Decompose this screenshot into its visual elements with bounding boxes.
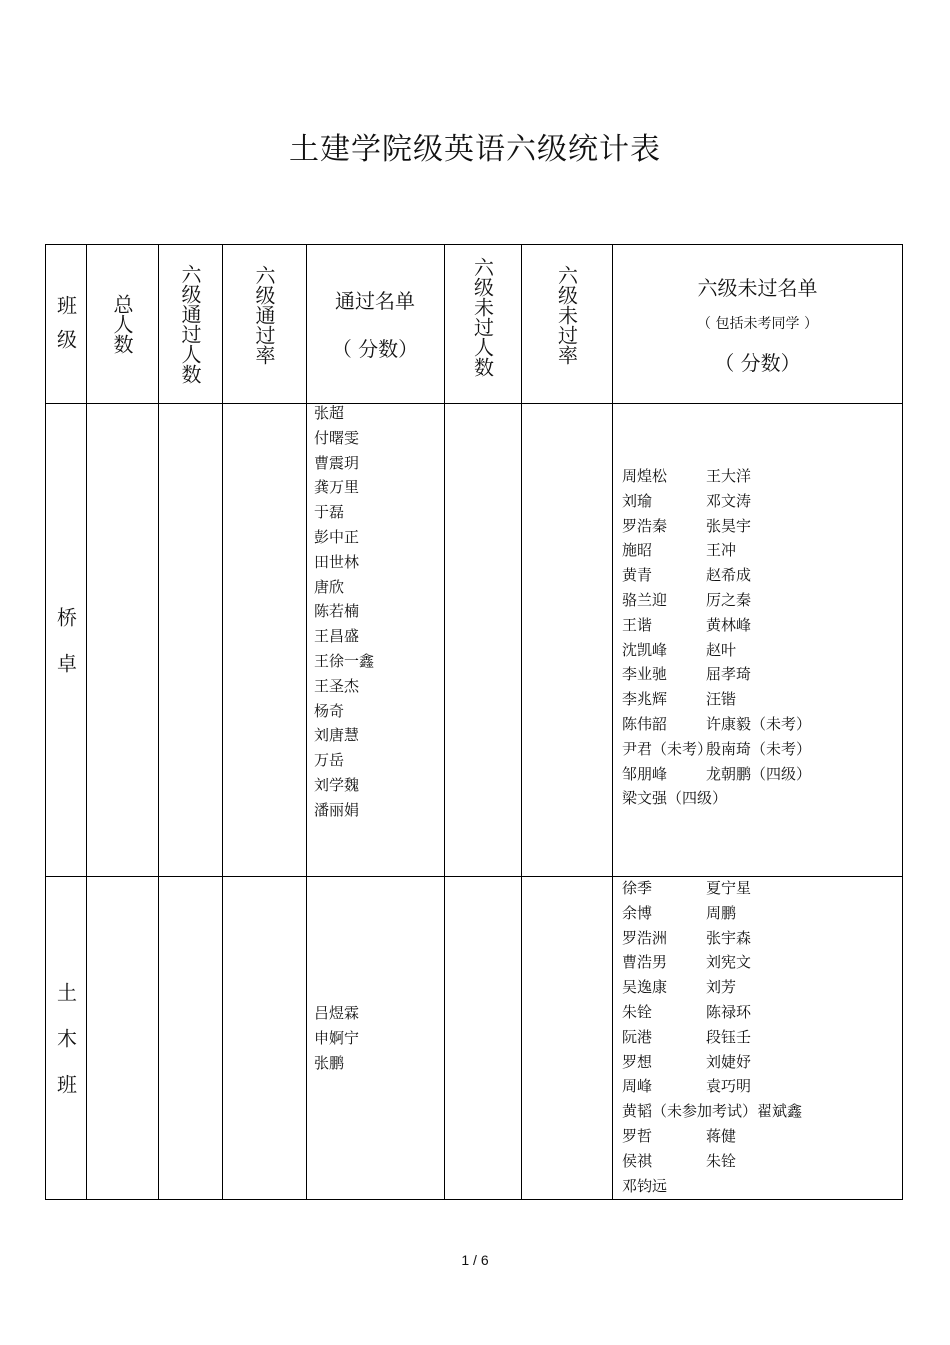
passed-student: 杨奇 <box>314 701 345 720</box>
passed-student: 刘学魏 <box>314 775 360 794</box>
failed-student: 黄韬（未参加考试）翟斌鑫 <box>622 1102 803 1121</box>
failed-student: 赵希成 <box>706 566 752 585</box>
failed-student: 周峰 <box>622 1077 653 1096</box>
passed-student: 唐欣 <box>314 577 345 596</box>
header-fail-rate: 六级未过率 <box>554 265 579 365</box>
fail-list <box>622 464 902 811</box>
passed-student: 陈若楠 <box>314 602 360 621</box>
failed-student-row <box>622 975 902 1000</box>
failed-student-row <box>622 538 902 563</box>
failed-student: 罗哲 <box>622 1126 653 1145</box>
failed-student-row <box>622 687 902 712</box>
header-fail-list-note: （ 包括未考同学 ） <box>697 316 818 332</box>
failed-student: 骆兰迎 <box>622 590 668 609</box>
passed-student: 张超 <box>314 404 345 422</box>
failed-student-row <box>622 613 902 638</box>
row-class-name: 桥卓 <box>53 607 78 699</box>
failed-student: 罗浩秦 <box>622 516 668 535</box>
failed-student: 刘宪文 <box>706 953 752 972</box>
failed-student: 沈凯峰 <box>622 640 668 659</box>
passed-student: 刘唐慧 <box>314 726 360 745</box>
passed-student: 张鹏 <box>314 1053 345 1072</box>
header-fail-list-title: 六级未过名单 <box>697 276 818 300</box>
failed-student: 邓钧远 <box>622 1176 668 1195</box>
failed-student: 屈孝琦 <box>706 665 752 684</box>
failed-student-row <box>622 1050 902 1075</box>
failed-student: 朱铨 <box>622 1002 653 1021</box>
failed-student-row <box>622 588 902 613</box>
failed-student: 周鹏 <box>706 903 737 922</box>
passed-student: 龚万里 <box>314 478 360 497</box>
failed-student-row <box>622 876 902 901</box>
failed-student: 夏宁星 <box>706 879 752 897</box>
header-pass-list-note: （ 分数） <box>331 337 419 361</box>
failed-student: 张昊宇 <box>706 516 752 535</box>
fail-list <box>622 876 902 1198</box>
failed-student-row <box>622 1124 902 1149</box>
failed-student: 陈伟韶 <box>622 714 668 733</box>
failed-student: 陈禄环 <box>706 1002 752 1021</box>
failed-student: 李兆辉 <box>622 690 668 709</box>
failed-student-row <box>622 1074 902 1099</box>
failed-student: 段钰壬 <box>706 1027 752 1046</box>
failed-student: 黄林峰 <box>706 615 752 634</box>
failed-student: 邹朋峰 <box>622 764 668 783</box>
failed-student-row <box>622 489 902 514</box>
failed-student: 余博 <box>622 903 653 922</box>
failed-student-row <box>622 1149 902 1174</box>
failed-student: 殷南琦（未考） <box>706 739 812 758</box>
passed-student: 潘丽娟 <box>314 800 360 819</box>
failed-student-row <box>622 1099 902 1124</box>
failed-student: 赵叶 <box>706 640 737 659</box>
failed-student-row <box>622 638 902 663</box>
failed-student-row <box>622 712 902 737</box>
pass-list <box>314 401 442 823</box>
failed-student: 王冲 <box>706 541 737 560</box>
failed-student: 龙朝鹏（四级） <box>706 764 812 783</box>
failed-student: 刘瑜 <box>622 491 653 510</box>
failed-student: 吴逸康 <box>622 978 668 997</box>
failed-student: 蒋健 <box>706 1126 737 1145</box>
failed-student: 黄青 <box>622 566 653 585</box>
passed-student: 于磊 <box>314 503 345 522</box>
failed-student-row <box>622 737 902 762</box>
failed-student-row <box>622 1174 902 1199</box>
failed-student: 厉之秦 <box>706 590 752 609</box>
row-class-name: 土木班 <box>53 982 78 1120</box>
failed-student: 周煌松 <box>622 467 668 485</box>
failed-student-row <box>622 1000 902 1025</box>
passed-student: 曹震玥 <box>314 453 360 472</box>
pass-list <box>314 1001 442 1075</box>
failed-student-row <box>622 901 902 926</box>
header-total: 总人数 <box>110 294 134 354</box>
passed-student: 付曙雯 <box>314 428 360 447</box>
failed-student: 刘芳 <box>706 978 737 997</box>
header-fail-list-score: （ 分数） <box>714 351 801 375</box>
failed-student: 侯祺 <box>622 1151 653 1170</box>
failed-student: 王谐 <box>622 615 653 634</box>
statistics-table <box>45 244 903 1200</box>
failed-student: 尹君（未考） <box>622 739 713 758</box>
failed-student: 邓文涛 <box>706 491 752 510</box>
passed-student: 申婀宁 <box>314 1028 360 1047</box>
header-class: 班级 <box>53 295 78 363</box>
failed-student: 张宇森 <box>706 928 752 947</box>
passed-student: 王圣杰 <box>314 676 360 695</box>
failed-student: 李业驰 <box>622 665 668 684</box>
failed-student-row <box>622 662 902 687</box>
failed-student: 梁文强（四级） <box>622 789 728 808</box>
failed-student-row <box>622 514 902 539</box>
failed-student: 曹浩男 <box>622 953 668 972</box>
failed-student-row <box>622 950 902 975</box>
passed-student: 王徐一鑫 <box>314 651 375 670</box>
passed-student: 王昌盛 <box>314 627 360 646</box>
header-failed-count: 六级未过人数 <box>470 257 495 377</box>
failed-student-row <box>622 786 902 811</box>
failed-student: 汪锴 <box>706 690 737 709</box>
failed-student-row <box>622 926 902 951</box>
header-pass-rate: 六级通过率 <box>252 265 276 365</box>
row-divider <box>46 403 902 404</box>
failed-student: 许康毅（未考） <box>706 714 812 733</box>
passed-student: 吕煜霖 <box>314 1004 360 1022</box>
passed-student: 彭中正 <box>314 527 360 546</box>
failed-student: 徐季 <box>622 879 653 897</box>
passed-student: 万岳 <box>314 751 345 770</box>
failed-student: 袁巧明 <box>706 1077 752 1096</box>
failed-student-row <box>622 563 902 588</box>
failed-student: 罗浩洲 <box>622 928 668 947</box>
failed-student-row <box>622 1025 902 1050</box>
header-pass-list-title: 通过名单 <box>335 289 415 313</box>
failed-student: 阮港 <box>622 1027 653 1046</box>
failed-student: 朱铨 <box>706 1151 737 1170</box>
failed-student: 罗想 <box>622 1052 653 1071</box>
failed-student-row <box>622 464 902 489</box>
page-title: 土建学院级英语六级统计表 <box>289 132 661 167</box>
passed-student: 田世林 <box>314 552 360 571</box>
header-passed-count: 六级通过人数 <box>178 264 202 384</box>
failed-student: 施昭 <box>622 541 653 560</box>
failed-student: 刘婕妤 <box>706 1052 752 1071</box>
page-number: 1 / 6 <box>461 1252 489 1268</box>
failed-student-row <box>622 762 902 787</box>
failed-student: 王大洋 <box>706 467 752 485</box>
